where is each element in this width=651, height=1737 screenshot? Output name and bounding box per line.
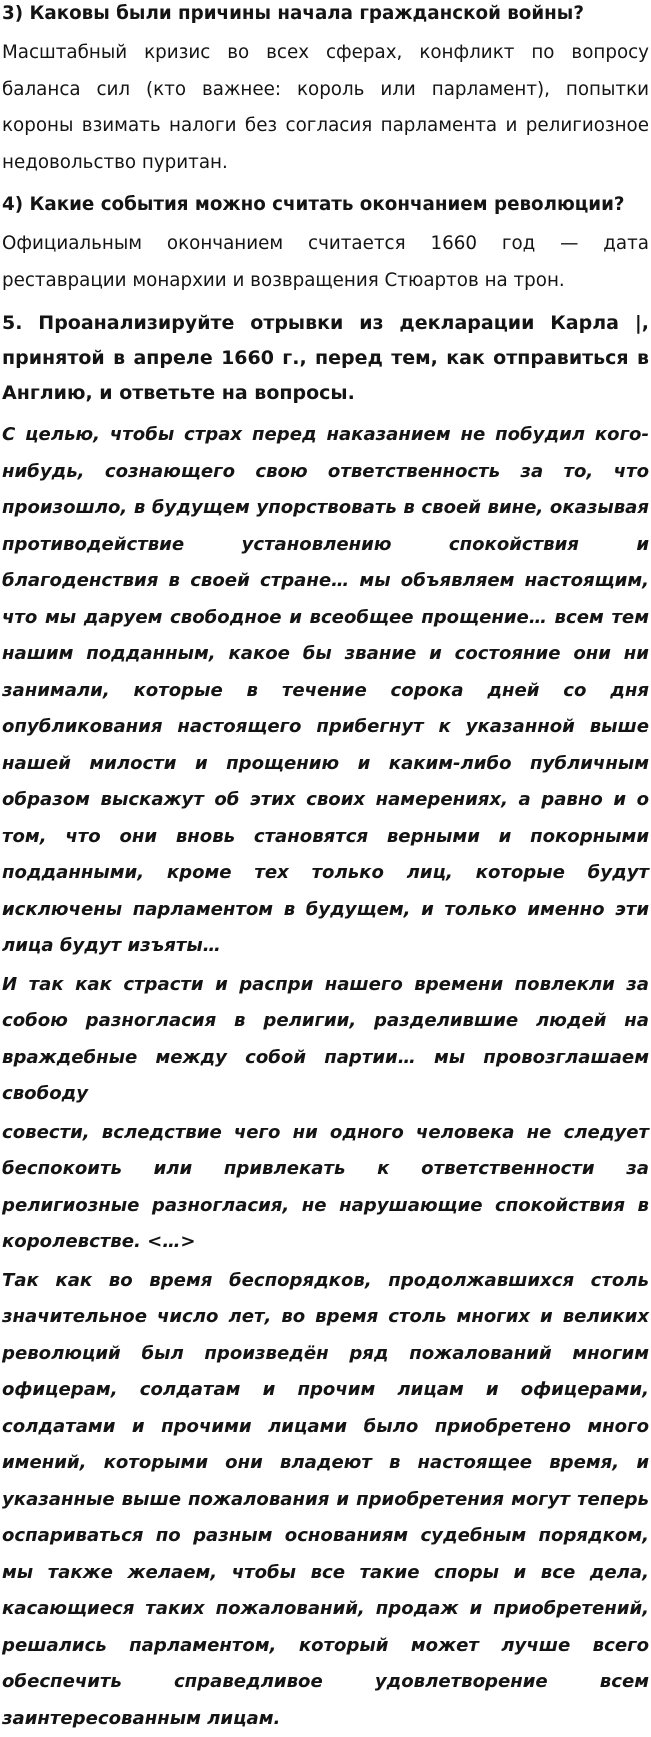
declaration-paragraph-4: Так как во время беспорядков, продолжавшихся столь значительное число лет, во время столь многих и великих революций был произведён ряд пожалований многим офицерам, солдатам и прочим лицам и офицерами, солдатами и прочими лицами было приобретено много имений, которыми они владеют в настоящее время, и указанные выше пожалования и приобретения могут теперь оспариваться по разным основаниям судебным порядком, мы также желаем, чтобы все такие споры и все дела, касающиеся таких пожалований, продаж и приобретений, решались парламентом, который может лучше всего обеспечить справедливое удовлетворение всем заинтересованным лицам. (2, 1263, 649, 1737)
declaration-paragraph-1: С целью, чтобы страх перед наказанием не побудил кого-нибудь, сознающего свою ответственность за то, что произошло, в будущем упорствовать в своей вине, оказывая противодействие установлению спокойствия и благоденствия в своей стране… мы объявляем настоящим, что мы даруем свободное и всеобщее прощение… всем тем нашим подданным, какое бы звание и состояние они ни занимали, которые в течение сорока дней со дня опубликования настоящего прибегнут к указанной выше нашей милости и прощению и каким-либо публичным образом выскажут об этих своих намерениях, а равно и о том, что они вновь становятся верными и покорными подданными, кроме тех только лиц, которые будут исключены парламентом в будущем, и только именно эти лица будут изъяты… (2, 417, 649, 965)
question-4-answer: Официальным окончанием считается 1660 год — дата реставрации монархии и возвращения Стюартов на трон. (2, 226, 649, 299)
task-5-heading: 5. Проанализируйте отрывки из декларации Карла |, принятой в апреле 1660 г., перед тем, как отправиться в Англию, и ответьте на вопросы. (2, 306, 649, 411)
declaration-paragraph-2: И так как страсти и распри нашего времени повлекли за собою разногласия в религии, разделившие людей на враждебные между собой партии… мы провозглашаем свободу (2, 967, 649, 1113)
declaration-paragraph-3: совести, вследствие чего ни одного человека не следует беспокоить или привлекать к ответственности за религиозные разногласия, не нарушающие спокойствия в королевстве. <…> (2, 1115, 649, 1261)
question-3-heading: 3) Каковы были причины начала гражданской войны? (2, 0, 649, 29)
question-3-answer: Масштабный кризис во всех сферах, конфликт по вопросу баланса сил (кто важнее: король или парламент), попытки короны взимать налоги без согласия парламента и религиозное недовольство пуритан. (2, 35, 649, 181)
question-4-heading: 4) Какие события можно считать окончанием революции? (2, 190, 649, 220)
